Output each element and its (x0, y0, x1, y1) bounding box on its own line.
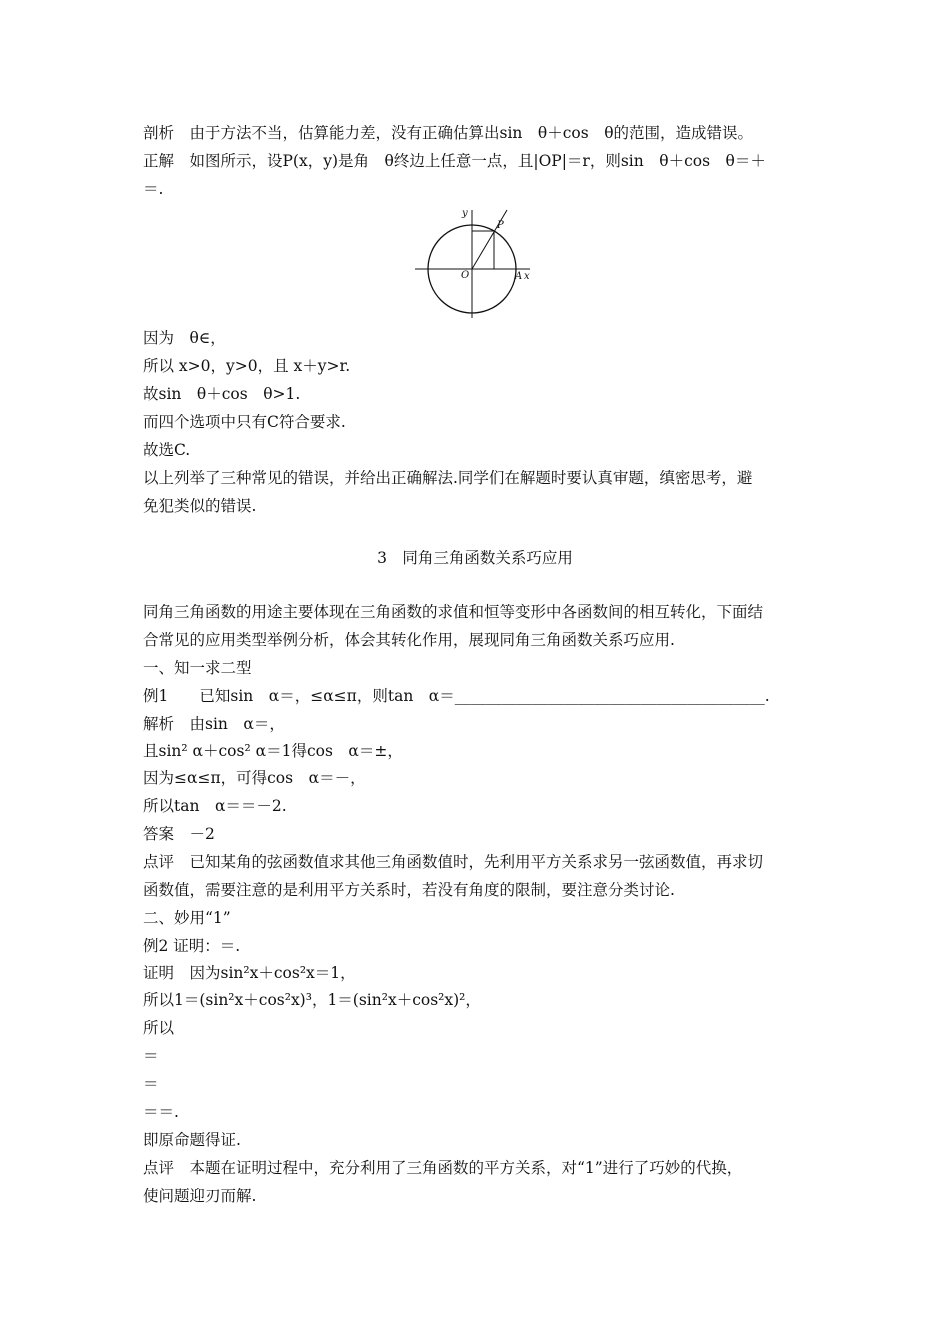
y-axis-label: y (462, 208, 468, 219)
text-line: 因为 θ∈， (143, 329, 226, 347)
text-line: 所以tan α＝＝－2. (143, 797, 287, 815)
text-line: ＝＝. (143, 1103, 179, 1121)
text-line: 所以 x>0，y>0，且 x＋y>r. (143, 357, 351, 375)
origin-label: O (461, 270, 470, 281)
text-line: 所以1＝(sin²x＋cos²x)³，1＝(sin²x＋cos²x)²， (143, 991, 481, 1009)
text-line: 证明 因为sin²x＋cos²x＝1， (143, 964, 356, 982)
text-line: 剖析 由于方法不当，估算能力差，没有正确估算出sin θ＋cos θ的范围，造成错误。 (143, 124, 754, 142)
text-line: ＝ (143, 1075, 159, 1093)
point-p-label: P (497, 220, 504, 231)
text-line: 一、知一求二型 (143, 659, 252, 677)
text-line: 答案 －2 (143, 825, 215, 843)
text-line: 例2 证明：＝. (143, 937, 241, 955)
text-line: 而四个选项中只有C符合要求. (143, 413, 346, 431)
text-line: 例1 已知sin α＝，≤α≤π，则tan α＝________________________________________. (143, 687, 770, 705)
text-line: 函数值，需要注意的是利用平方关系时，若没有角度的限制，要注意分类讨论. (143, 881, 675, 899)
text-line: 即原命题得证. (143, 1131, 241, 1149)
text-line: 合常见的应用类型举例分析，体会其转化作用，展现同角三角函数关系巧应用. (143, 631, 675, 649)
text-line: 解析 由sin α＝， (143, 715, 285, 733)
text-line: 免犯类似的错误. (143, 497, 257, 515)
text-line: 使问题迎刃而解. (143, 1187, 257, 1205)
unit-circle-figure (410, 200, 540, 325)
text-line: 二、妙用“1” (143, 909, 231, 927)
text-line: 正解 如图所示，设P(x，y)是角 θ终边上任意一点，且|OP|＝r，则sin θ＋cos θ＝＋ (143, 152, 766, 170)
text-line: 点评 已知某角的弦函数值求其他三角函数值时，先利用平方关系求另一弦函数值，再求切 (143, 853, 764, 871)
text-line: 且sin² α＋cos² α＝1得cos α＝±， (143, 742, 403, 760)
text-line: 点评 本题在证明过程中，充分利用了三角函数的平方关系，对“1”进行了巧妙的代换， (143, 1159, 743, 1177)
section-title: 3 同角三角函数关系巧应用 (377, 549, 573, 567)
text-line: 故选C. (143, 441, 191, 459)
text-line: 以上列举了三种常见的错误，并给出正确解法.同学们在解题时要认真审题，缜密思考，避 (143, 469, 753, 487)
point-a-label: A (515, 271, 523, 282)
text-line: 同角三角函数的用途主要体现在三角函数的求值和恒等变形中各函数间的相互转化，下面结 (143, 603, 764, 621)
text-line: ＝. (143, 180, 164, 198)
x-axis-label: x (524, 271, 530, 282)
text-line: ＝ (143, 1047, 159, 1065)
text-line: 因为≤α≤π，可得cos α＝－， (143, 769, 366, 787)
text-line: 故sin θ＋cos θ>1. (143, 385, 301, 403)
text-line: 所以 (143, 1019, 175, 1037)
